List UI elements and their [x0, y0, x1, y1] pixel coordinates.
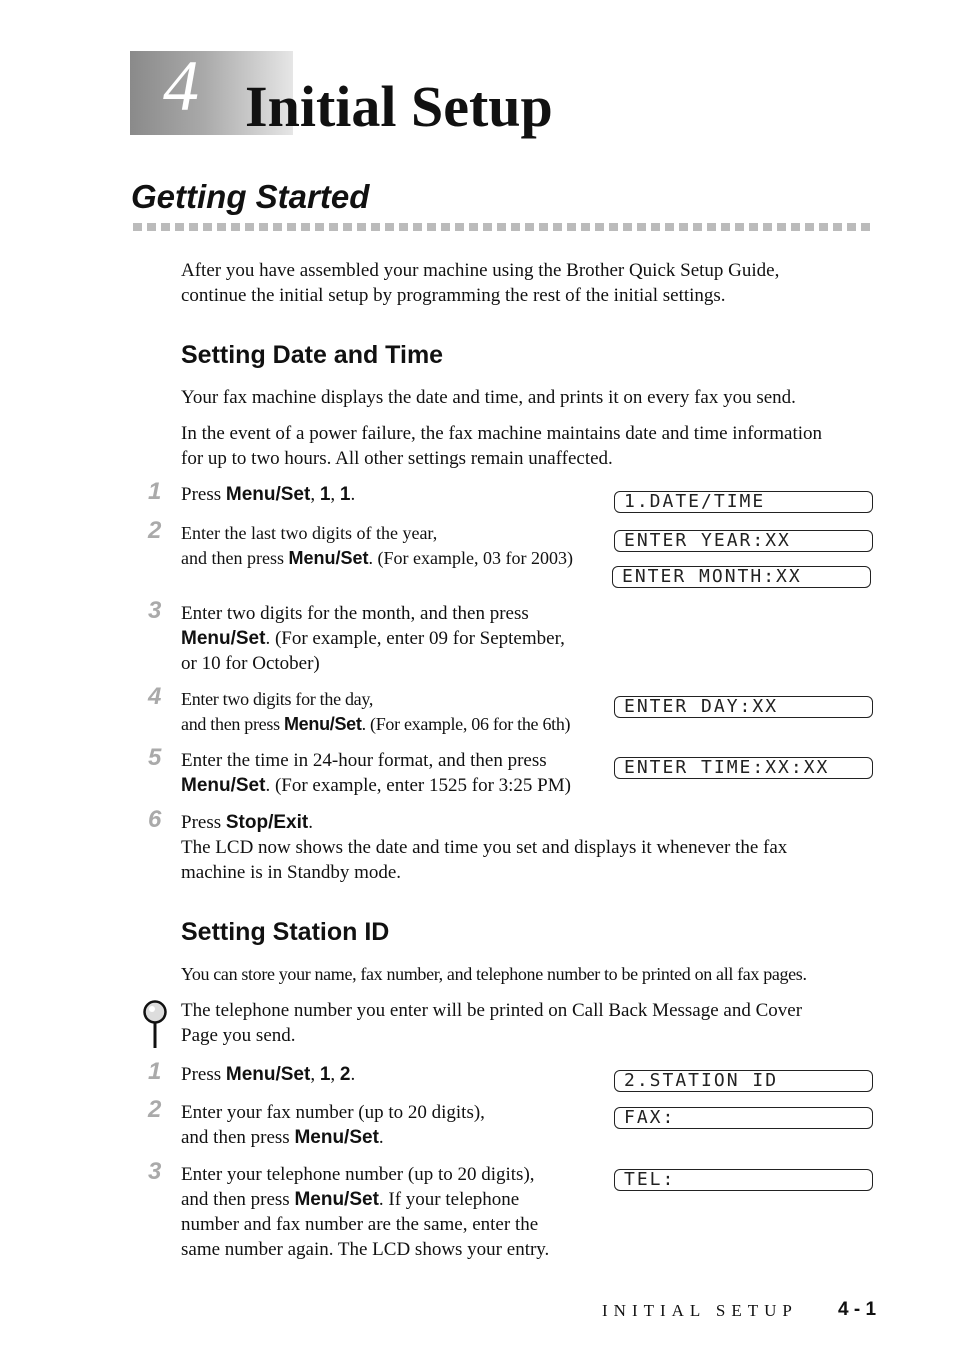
step-number: 1	[148, 1058, 162, 1085]
key-1: 1	[319, 1064, 331, 1085]
subheading-station-id: Setting Station ID	[181, 918, 390, 946]
step-number: 3	[148, 597, 162, 624]
paragraph-line: In the event of a power failure, the fax machine maintains date and time information	[181, 423, 823, 444]
chapter-number: 4	[163, 46, 199, 126]
key-menu-set: Menu/Set	[294, 1189, 379, 1210]
key-menu-set: Menu/Set	[181, 628, 266, 649]
station-id-step-3: Enter your telephone number (up to 20 digits), and then press Menu/Set. If your telephone number and fax number are the same, enter the same number again. The LCD shows your entry.	[181, 1164, 550, 1260]
intro-paragraph	[181, 258, 881, 308]
chapter-title: Initial Setup	[245, 74, 553, 139]
step-number: 2	[148, 1096, 162, 1123]
lcd-display: 1.DATE/TIME	[614, 491, 873, 513]
step-number: 3	[148, 1158, 162, 1185]
footer-section-title: INITIAL SETUP	[602, 1301, 798, 1320]
lcd-display: ENTER TIME:XX:XX	[614, 757, 873, 779]
lcd-display: ENTER YEAR:XX	[614, 530, 873, 552]
subheading-date-time: Setting Date and Time	[181, 341, 444, 369]
lcd-display: ENTER MONTH:XX	[612, 566, 871, 588]
key-1: 1	[319, 484, 331, 505]
key-2: 2	[339, 1064, 351, 1085]
intro-line-1: After you have assembled your machine using the Brother Quick Setup Guide,	[181, 260, 780, 281]
key-1: 1	[339, 484, 351, 505]
note-pin-icon	[141, 1000, 169, 1050]
date-time-step-5: Enter the time in 24-hour format, and then press Menu/Set. (For example, enter 1525 for 3:25 PM)	[181, 750, 571, 796]
paragraph-line: for up to two hours. All other settings remain unaffected.	[181, 448, 613, 469]
key-menu-set: Menu/Set	[225, 484, 311, 505]
date-time-step-3: Enter two digits for the month, and then press Menu/Set. (For example, enter 09 for September, or 10 for October)	[181, 603, 565, 674]
key-stop-exit: Stop/Exit	[225, 812, 309, 833]
step-number: 5	[148, 744, 162, 771]
key-menu-set: Menu/Set	[294, 1127, 379, 1148]
lcd-display: FAX:	[614, 1107, 873, 1129]
key-menu-set: Menu/Set	[225, 1064, 311, 1085]
step-number: 4	[148, 683, 162, 710]
key-menu-set: Menu/Set	[283, 714, 362, 734]
step-number: 2	[148, 517, 162, 544]
station-id-step-2: Enter your fax number (up to 20 digits), and then press Menu/Set.	[181, 1102, 485, 1148]
date-time-paragraph-2	[181, 421, 881, 471]
station-id-paragraph: You can store your name, fax number, and telephone number to be printed on all fax pages.	[181, 964, 807, 984]
step-number: 6	[148, 806, 162, 833]
dotted-divider	[133, 223, 873, 231]
section-heading-getting-started: Getting Started	[131, 178, 370, 215]
key-menu-set: Menu/Set	[288, 548, 369, 568]
lcd-display: ENTER DAY:XX	[614, 696, 873, 718]
station-id-note: The telephone number you enter will be printed on Call Back Message and Cover Page you send.	[181, 1000, 803, 1046]
station-id-step-1: Press Menu/Set, 1, 2.	[181, 1064, 356, 1085]
date-time-step-2: Enter the last two digits of the year, and then press Menu/Set. (For example, 03 for 2003)	[181, 523, 573, 568]
lcd-display: 2.STATION ID	[614, 1070, 873, 1092]
page-number: 4 - 1	[838, 1299, 877, 1320]
lcd-display: TEL:	[614, 1169, 873, 1191]
date-time-step-1: Press Menu/Set, 1, 1.	[181, 484, 356, 505]
date-time-step-6: Press Stop/Exit. The LCD now shows the date and time you set and displays it whenever the fax machine is in Standby mode.	[181, 812, 788, 883]
date-time-paragraph-1: Your fax machine displays the date and time, and prints it on every fax you send.	[181, 387, 796, 408]
key-menu-set: Menu/Set	[181, 775, 266, 796]
step-number: 1	[148, 478, 162, 505]
intro-line-2: continue the initial setup by programming the rest of the initial settings.	[181, 285, 726, 306]
date-time-step-4: Enter two digits for the day, and then press Menu/Set. (For example, 06 for the 6th)	[181, 689, 571, 734]
